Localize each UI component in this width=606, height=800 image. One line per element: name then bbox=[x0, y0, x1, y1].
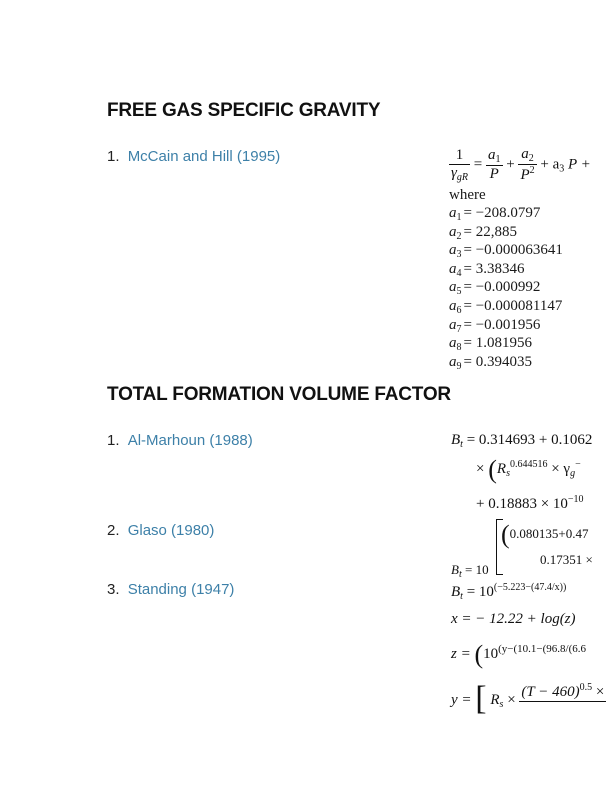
coefficient-a4: $a_4 = 3.38346$ bbox=[449, 260, 525, 279]
reference-link-standing[interactable]: Standing (1947) bbox=[127, 581, 235, 598]
standing-line-4: y = [ $R_s$ × $(T - 460)^{0.5}$ × bbox=[451, 680, 606, 719]
glaso-lhs: $B_t = 10$ bbox=[451, 562, 489, 580]
standing-line-1: $B_t = 10^{(-5.223-(47.4/x))}$ bbox=[451, 582, 567, 602]
fraction: $(T - 460)^{0.5}$ × bbox=[521, 682, 605, 701]
coefficient-a6: $a_6 = -0.000081147$ bbox=[449, 298, 563, 316]
list-item: 1. Al-Marhoun (1988) bbox=[107, 432, 253, 449]
al-marhoun-line-3: + $0.18883 \times 10^{-10}$ bbox=[476, 494, 584, 512]
coefficient-a9: $a_9 = 0.394035$ bbox=[449, 353, 532, 372]
list-item: 3. Standing (1947) bbox=[107, 581, 235, 598]
coefficient-a5: $a_5 = -0.000992$ bbox=[449, 279, 541, 298]
section-title-total-fvf: TOTAL FORMATION VOLUME FACTOR bbox=[107, 384, 451, 405]
reference-link-al-marhoun[interactable]: Al-Marhoun (1988) bbox=[127, 432, 253, 449]
coefficient-a3: $a_3 = -0.000063641$ bbox=[449, 242, 563, 261]
glaso-inner-1: (0.080135+0.47 bbox=[501, 520, 589, 549]
fraction: $\frac{a_2}{P^2}$ bbox=[520, 146, 535, 183]
where-label: where bbox=[449, 187, 486, 203]
coefficient-a8: $a_8 = 1.081956$ bbox=[449, 335, 532, 354]
fraction: $\frac{a_1}{P}$ bbox=[488, 147, 501, 182]
list-item bbox=[107, 148, 280, 165]
coefficient-a7: $a_7 = -0.001956$ bbox=[449, 316, 541, 335]
list-item: 2. Glaso (1980) bbox=[107, 522, 215, 539]
item-number: 1. bbox=[107, 148, 120, 165]
reference-link-glaso[interactable]: Glaso (1980) bbox=[127, 522, 215, 539]
fraction: $\frac{1}{\gamma_{gR}}$ bbox=[451, 147, 469, 183]
al-marhoun-line-2: × ($R_s^{0.644516} \times \gamma_g^-$ bbox=[476, 455, 581, 484]
mccain-equation: $\frac{1}{\gamma_{gR}}$ = $\frac{a_1}{P}$ + $\frac{a_2}{P^2}$ + $a_3$ P + bbox=[451, 146, 591, 183]
standing-line-2: x = − 12.22 + log(z) bbox=[451, 611, 576, 627]
glaso-inner-2: 0.17351 × bbox=[540, 552, 593, 567]
reference-link-mccain-hill[interactable]: McCain and Hill (1995) bbox=[127, 148, 281, 165]
standing-line-3: $z = (10^{(y-(10.1-(96.8/(6.6}$ bbox=[451, 640, 587, 669]
coefficient-a1: $a_1 = -208.0797$ bbox=[449, 205, 541, 223]
al-marhoun-line-1: $B_t = 0.314693 + 0.1062$ bbox=[451, 432, 593, 450]
coefficient-a2: $a_2 = 22,885$ bbox=[449, 223, 517, 242]
section-title-free-gas: FREE GAS SPECIFIC GRAVITY bbox=[107, 100, 381, 121]
